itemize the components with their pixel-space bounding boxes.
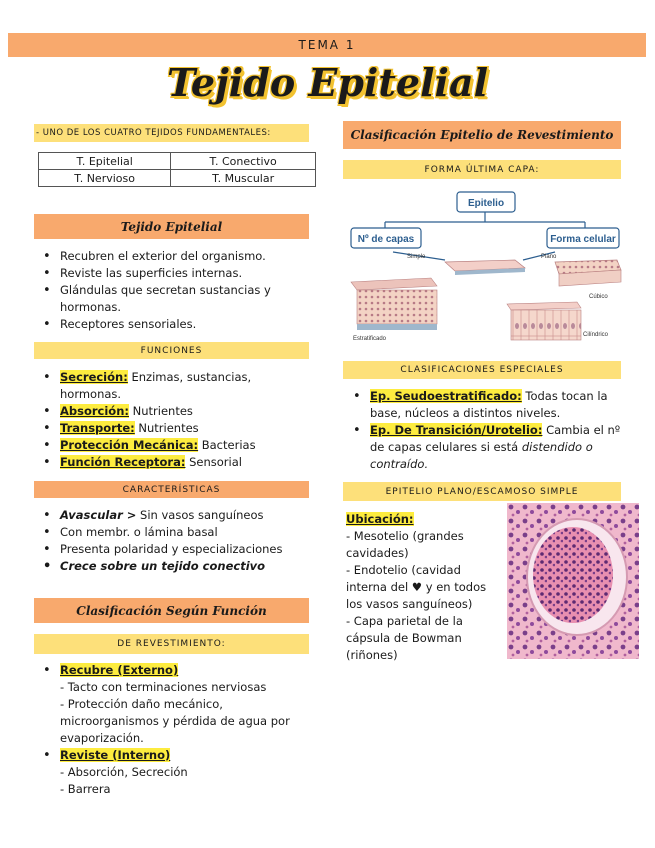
detail-line: - Barrera	[60, 782, 111, 796]
term: Avascular >	[60, 508, 137, 522]
detail-line: - Protección daño mecánico, microorganismos y pérdida de agua por evaporización.	[60, 697, 290, 745]
especiales-list	[348, 388, 623, 473]
description: Nutrientes	[129, 404, 193, 418]
term: Recubre (Externo)	[60, 663, 179, 677]
intro-label-box	[34, 124, 309, 142]
table-row	[39, 153, 316, 170]
section-title: DE REVESTIMIENTO:	[117, 639, 226, 649]
list-item: • Receptores sensoriales.	[38, 316, 313, 333]
columnar-illustration	[507, 302, 581, 340]
detail-line: - Absorción, Secreción	[60, 765, 188, 779]
list-item	[38, 747, 318, 798]
diagram-shape-label: Forma celular	[550, 234, 616, 245]
intro-label: - UNO DE LOS CUATRO TEJIDOS FUNDAMENTALES:	[36, 128, 271, 138]
list-item: • Crece sobre un tejido conectivo	[38, 558, 313, 575]
detail-line: - Mesotelio (grandes cavidades)	[346, 529, 464, 560]
term: Transporte:	[60, 421, 135, 435]
simple-squamous-illustration	[445, 260, 525, 275]
ubicacion-block	[346, 511, 496, 664]
section-title: Clasificación Según Función	[76, 603, 267, 618]
term: Reviste (Interno)	[60, 748, 171, 762]
term: Ep. De Transición/Urotelio:	[370, 423, 543, 437]
cuboidal-illustration	[555, 260, 621, 286]
list-item: • Reviste las superficies internas.	[38, 265, 313, 282]
description-italic: distendido o contraído.	[370, 440, 593, 471]
section-header-caracteristicas	[34, 481, 309, 498]
term: Función Receptora:	[60, 455, 186, 469]
tissue-table	[38, 152, 316, 187]
section-title: FORMA ÚLTIMA CAPA:	[424, 164, 540, 175]
term: Protección Mecánica:	[60, 438, 199, 452]
diagram-cilindrico-label: Cilíndrico	[583, 332, 609, 338]
detail-line: - Endotelio (cavidad interna del ♥ y en todos los vasos sanguíneos)	[346, 563, 487, 611]
description: Nutrientes	[134, 421, 199, 435]
section-header-plano	[343, 482, 621, 501]
section-header-clasificacion-funcion	[34, 598, 309, 623]
table-cell: T. Nervioso	[39, 170, 171, 187]
term: Ep. Seudoestratificado:	[370, 389, 522, 403]
list-item	[38, 403, 313, 420]
revestimiento-list	[38, 662, 318, 798]
section-title: Clasificación Epitelio de Revestimiento	[350, 128, 614, 142]
section-header-tejido	[34, 214, 309, 239]
description: Todas tocan la base, núcleos a distintos niveles.	[370, 389, 608, 420]
topic-banner	[8, 33, 646, 57]
list-item	[38, 454, 313, 471]
epithelium-classification-diagram	[345, 186, 625, 350]
section-title: CARACTERÍSTICAS	[122, 484, 221, 495]
section-header-funciones	[34, 342, 309, 359]
list-item	[38, 420, 313, 437]
subsection-header-forma	[343, 160, 621, 179]
subsection-header-revestimiento	[34, 634, 309, 654]
description: Sin vasos sanguíneos	[136, 508, 264, 522]
section-header-clasificacion-revestimiento	[343, 121, 621, 149]
ubicacion-label: Ubicación:	[346, 512, 414, 526]
table-cell: T. Muscular	[171, 170, 316, 187]
diagram-root-label: Epitelio	[467, 198, 505, 209]
table-cell: T. Epitelial	[39, 153, 171, 170]
list-item	[38, 662, 318, 747]
section-header-especiales	[343, 361, 621, 379]
list-item: • Presenta polaridad y especializaciones	[38, 541, 313, 558]
list-item	[38, 507, 313, 524]
table-cell: T. Conectivo	[171, 153, 316, 170]
list-item	[348, 422, 623, 473]
term: Absorción:	[60, 404, 129, 418]
description: Bacterias	[198, 438, 256, 452]
diagram-plano-label: Plano	[541, 254, 557, 260]
section-title: CLASIFICACIONES ESPECIALES	[400, 365, 564, 375]
stratified-illustration	[351, 278, 437, 330]
funciones-list	[38, 369, 313, 471]
description: Sensorial	[185, 455, 242, 469]
detail-line: - Tacto con terminaciones nerviosas	[60, 680, 267, 694]
table-row	[39, 170, 316, 187]
diagram-simple-label: Simple	[407, 254, 426, 260]
topic-label: TEMA 1	[298, 38, 356, 52]
tejido-list	[38, 248, 313, 333]
list-item	[38, 437, 313, 454]
detail-line: - Capa parietal de la cápsula de Bowman (riñones)	[346, 614, 463, 662]
term: Secreción:	[60, 370, 128, 384]
histology-micrograph	[507, 503, 639, 659]
description: Cambia el nº de capas celulares si está	[370, 423, 621, 454]
section-title: Tejido Epitelial	[120, 219, 223, 234]
description: Enzimas, sustancias, hormonas.	[60, 370, 252, 401]
caracteristicas-list	[38, 507, 313, 575]
list-item: • Recubren el exterior del organismo.	[38, 248, 313, 265]
list-item	[348, 388, 623, 422]
list-item	[38, 369, 313, 403]
list-item: • Con membr. o lámina basal	[38, 524, 313, 541]
diagram-layers-label: Nº de capas	[357, 234, 415, 245]
section-title: EPITELIO PLANO/ESCAMOSO SIMPLE	[385, 486, 579, 497]
section-title: FUNCIONES	[140, 345, 203, 356]
diagram-cubico-label: Cúbico	[589, 294, 608, 300]
list-item: • Glándulas que secretan sustancias y hormonas.	[38, 282, 313, 316]
diagram-estratificado-label: Estratificado	[353, 336, 387, 342]
page-title: Tejido Epitelial	[166, 60, 489, 105]
